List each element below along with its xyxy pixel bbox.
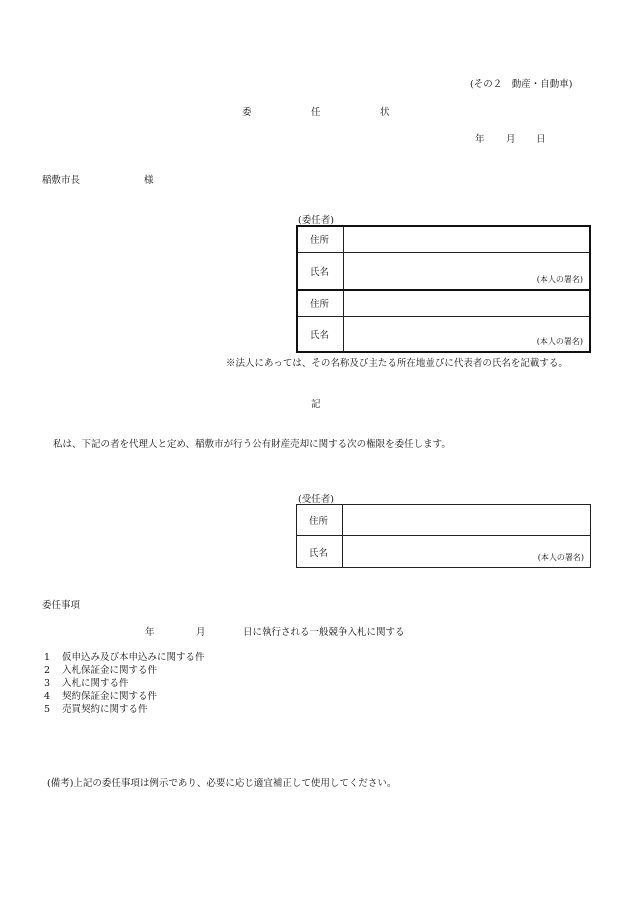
delegator-table	[296, 225, 591, 353]
signature-note: (本人の署名)	[537, 553, 584, 562]
date-month: 月	[506, 134, 516, 145]
document-category: (その２ 動産・自動車)	[470, 79, 573, 90]
name-field[interactable]	[343, 252, 590, 290]
title-char: 委	[242, 107, 252, 118]
delegator-address-row	[297, 290, 590, 316]
list-item: 2 入札保証金に関する件	[44, 665, 158, 676]
delegator-name-row	[297, 252, 590, 290]
title-char: 状	[380, 107, 390, 118]
title-char: 任	[311, 107, 321, 118]
delegate-table	[296, 504, 591, 568]
delegator-heading: (委任者)	[298, 215, 334, 226]
auction-day-text: 日に執行される一般競争入札に関する	[243, 627, 405, 638]
delegate-heading: (受任者)	[298, 494, 334, 505]
delegate-name-row	[297, 536, 591, 568]
remarks: (備考)上記の委任事項は例示であり、必要に応じ適宜補正して使用してください。	[47, 778, 397, 789]
delegator-address-row	[297, 226, 590, 252]
name-field[interactable]	[343, 316, 590, 352]
auction-year: 年	[145, 627, 155, 638]
recipient-name: 稲敷市長	[42, 175, 81, 186]
address-field[interactable]	[343, 290, 590, 316]
date-day: 日	[536, 134, 546, 145]
address-label: 住所	[297, 505, 343, 536]
delegation-statement: 私は、下記の者を代理人と定め、稲敷市が行う公有財産売却に関する次の権限を委任します。	[53, 439, 451, 450]
list-item: 1 仮申込み及び本申込みに関する件	[44, 652, 205, 663]
name-field[interactable]	[343, 536, 591, 568]
recipient-honorific: 様	[144, 175, 154, 186]
date-year: 年	[475, 134, 485, 145]
address-label: 住所	[297, 290, 343, 316]
ki-heading: 記	[311, 399, 321, 410]
signature-note: (本人の署名)	[536, 275, 583, 284]
name-label: 氏名	[297, 536, 343, 568]
list-item: 3 入札に関する件	[44, 678, 129, 689]
matters-heading: 委任事項	[42, 600, 81, 611]
name-label: 氏名	[297, 316, 343, 352]
delegate-address-row	[297, 505, 591, 536]
address-field[interactable]	[343, 505, 591, 536]
delegator-name-row	[297, 316, 590, 352]
name-label: 氏名	[297, 252, 343, 290]
address-label: 住所	[297, 226, 343, 252]
auction-month: 月	[196, 627, 206, 638]
matters-list	[44, 651, 205, 716]
corporation-note: ※法人にあっては、その名称及び主たる所在地並びに代表者の氏名を記載する。	[226, 358, 568, 369]
list-item: 5 売買契約に関する件	[44, 704, 148, 715]
address-field[interactable]	[343, 226, 590, 252]
signature-note: (本人の署名)	[536, 337, 583, 346]
list-item: 4 契約保証金に関する件	[44, 691, 158, 702]
